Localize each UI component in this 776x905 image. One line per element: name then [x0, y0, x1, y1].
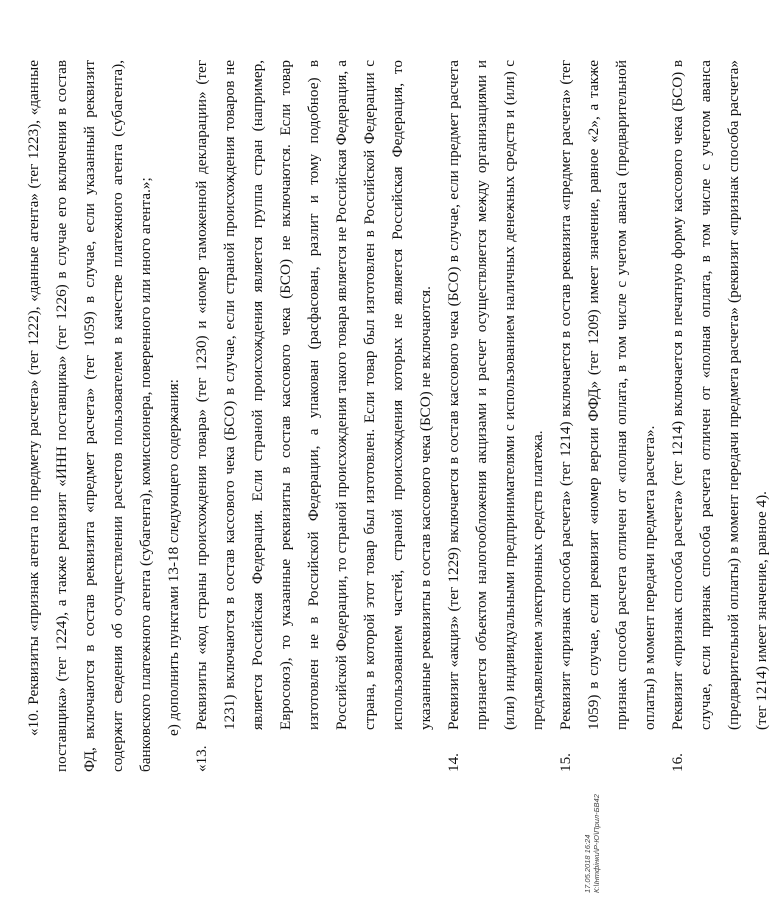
subheading: е) дополнить пунктами 13-18 следующего содержания: — [165, 379, 182, 736]
item-number: 15. — [557, 753, 574, 772]
list-item — [188, 60, 440, 772]
item-number: «13. — [193, 745, 210, 772]
item-text: Реквизит «акциз» (тег 1229) включается в состав кассового чека (БСО) в случае, если предмет расчета признается объектом налогообложения акцизами и расчет осуществляется между организациями и (или) индивидуальными предпринимателями с использованием наличных денежных средств и (или) с предъявлением электронных средств платежа. — [445, 60, 546, 730]
footer-path: К:\Інтфінки\Р-Ю\Прил-БВ42 — [592, 794, 601, 893]
item-text: Реквизиты «код страны происхождения товара» (тег 1230) и «номер таможенной декларации» (тег 1231) включаются в состав кассового чека (БСО) в случае, если страной происхождения товаров не является Российская Федерация. Если страной происхождения является группа стран (например, Евросоюз), то указанные реквизиты в состав кассового чека (БСО) не включаются. Если товар изготовлен не в Российской Федерации, а упакован (расфасован, разлит и тому подобное) в Российской Федерации, то страной происхождения такого товара является не Российская Федерация, а страна, в которой этот товар был изготовлен. Если товар был изготовлен в Российской Федерации с использованием частей, страной происхождения которых не является Российская Федерация, то указанные реквизиты в состав кассового чека (БСО) не включаются. — [193, 60, 434, 730]
item-text: Реквизит «признак способа расчета» (тег 1214) включается в состав реквизита «предмет расчета» (тег 1059) в случае, если реквизит «номер версии ФФД» (тег 1209) имеет значение, равное «2», а также признак способа расчета отличен от «полная оплата, в том числе с учетом аванса (предварительной оплаты) в момент передачи предмета расчета». — [557, 60, 658, 730]
list-item — [440, 60, 552, 772]
item-number: 14. — [445, 753, 462, 772]
item-number: 16. — [669, 753, 686, 772]
list-item — [552, 60, 664, 772]
list-item — [664, 60, 776, 772]
footer-timestamp: 17.05.2018 16:24 — [583, 834, 592, 893]
file-footer — [583, 794, 601, 893]
intro-paragraph: «10. Реквизиты «признак агента по предмету расчета» (тег 1222), «данные агента» (тег 1223), «данные поставщика» (тег 1224), а также реквизит «ИНН поставщика» (тег 1226) в случае его включения в состав ФД, включаются в состав реквизита «предмет расчета» (тег 1059) в случае, если указанный реквизит содержит сведения об осуществлении расчетов пользователем в качестве платежного агента (субагента), банковского платежного агента (субагента), комиссионера, поверенного или иного агента.»; — [25, 60, 154, 772]
item-text: Реквизит «признак способа расчета» (тег 1214) включается в печатную форму кассового чека (БСО) в случае, если признак способа расчета отличен от «полная оплата, в том числе с учетом аванса (предварительной оплаты) в момент передачи предмета расчета» (реквизит «признак способа расчета» (тег 1214) имеет значение, равное 4). — [669, 60, 770, 730]
